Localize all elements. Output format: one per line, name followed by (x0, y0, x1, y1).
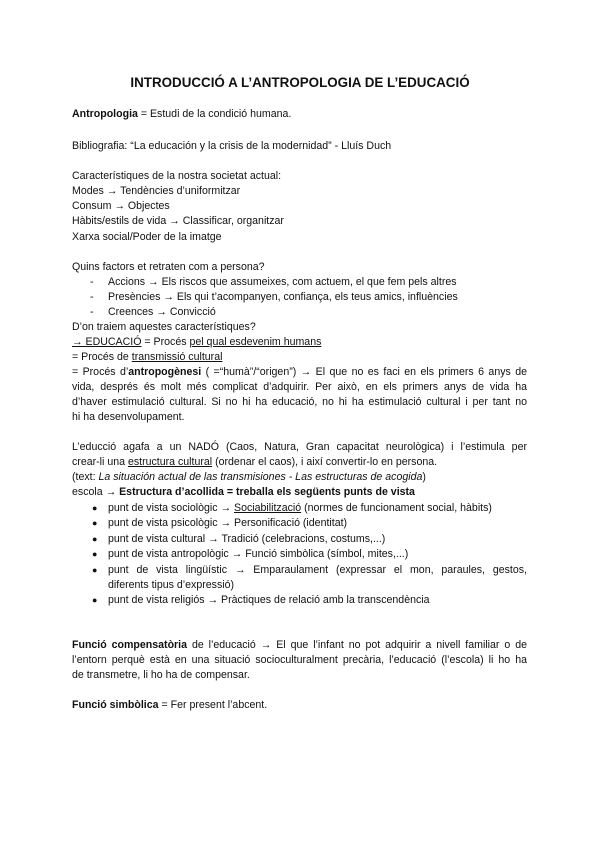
bullet-marker: ● (92, 534, 98, 544)
viewpoint-underlined: Sociabilització (234, 502, 302, 514)
bibliography-line: Bibliografia: “La educación y la crisis de la modernidad” - Lluís Duch (72, 140, 392, 152)
definition-text: = Estudi de la condició humana. (137, 108, 292, 120)
compensatoria-term: Funció compensatòria (72, 639, 188, 651)
viewpoint-text: punt de vista antropològic → Funció simbòlica (símbol, mites,...) (108, 548, 409, 560)
viewpoint-text: punt de vista religiós → Pràctiques de relació amb la transcendència (108, 594, 430, 606)
characteristic-item: Hàbits/estils de vida → Classificar, organitzar (72, 215, 284, 227)
viewpoint-text (108, 502, 492, 515)
education-line-2 (72, 351, 222, 364)
bullet-marker: ● (92, 518, 98, 528)
nado-line-2 (72, 456, 437, 469)
dash-marker: - (90, 276, 94, 288)
viewpoint-label: punt de vista sociològic → (108, 502, 235, 514)
education-line-1 (72, 336, 321, 349)
page-title: INTRODUCCIÓ A L’ANTROPOLOGIA DE L’EDUCACIÓ (130, 75, 470, 90)
simbolica-text: = Fer present l’abcent. (158, 699, 268, 711)
education-underlined: transmissió cultural (131, 351, 223, 363)
factor-text: Accions → Els riscos que assumeixes, com actuem, el que fem pels altres (108, 276, 457, 288)
compensatoria-line-3: de transmetre, li ho ha de compensar. (72, 669, 250, 681)
simbolica-term: Funció simbòlica (72, 699, 159, 711)
nado-line-1: L’educció agafa a un NADÓ (Caos, Natura, Gran capacitat neurològica) i l’estimula per (72, 441, 527, 453)
nado-line-4 (72, 486, 415, 499)
factor-text: Presències → Els qui t’acompanyen, confiança, els teus amics, influències (108, 291, 458, 303)
education-text: = Procés d’ (72, 366, 129, 378)
nado-bold: Estructura d’acollida = treballa els següents punts de vista (119, 486, 415, 498)
education-underlined: pel qual esdevenim humans (189, 336, 322, 348)
education-text: ( =“humà”/“origen”) → El que no es faci en els primers 6 anys de (201, 366, 527, 378)
education-line-4: vida, després és molt més complicat d’adquirir. Per això, en els primers anys de vida ha (72, 381, 527, 393)
dash-marker: - (90, 306, 94, 318)
nado-text: ) (422, 471, 426, 483)
characteristic-item: Modes → Tendències d’uniformitzar (72, 185, 241, 197)
viewpoint-text: punt de vista cultural → Tradició (celebracions, costums,...) (108, 533, 386, 545)
characteristic-item: Xarxa social/Poder de la imatge (72, 231, 222, 243)
compensatoria-line-2: l’entorn perquè està en una situació socioculturalment precària, l’educació (l’escola) li ho ha (72, 654, 527, 666)
viewpoint-text: punt de vista lingüístic → Emparaulament (expressar el mon, paraules, gestos, (108, 564, 527, 576)
definition-term: Antropologia (72, 108, 138, 120)
nado-text: escola → (72, 486, 120, 498)
education-text: = Procés (141, 336, 190, 348)
nado-text: crear-li una (72, 456, 128, 468)
education-heading: → EDUCACIÓ (72, 336, 142, 348)
factors-question-2: D’on traiem aquestes característiques? (72, 321, 256, 333)
education-line-3 (72, 366, 527, 379)
simbolica-line (72, 699, 267, 712)
education-bold: antropogènesi (128, 366, 202, 378)
viewpoint-text: punt de vista psicològic → Personificació (identitat) (108, 517, 348, 529)
bullet-marker: ● (92, 565, 98, 575)
compensatoria-text: de l’educació → El que l’infant no pot adquirir a nivell familiar o de (187, 639, 527, 651)
education-text: = Procés de (72, 351, 132, 363)
factors-question: Quins factors et retraten com a persona? (72, 261, 265, 273)
nado-italic: La situación actual de las transmisiones - Las estructuras de acogida (98, 471, 423, 483)
bullet-marker: ● (92, 549, 98, 559)
bullet-marker: ● (92, 503, 98, 513)
bullet-marker: ● (92, 595, 98, 605)
nado-underlined: estructura cultural (127, 456, 213, 468)
viewpoint-detail: (normes de funcionament social, hàbits) (301, 502, 492, 514)
nado-text: (ordenar el caos), i així convertir-lo en persona. (212, 456, 438, 468)
dash-marker: - (90, 291, 94, 303)
factor-text: Creences → Convicció (108, 306, 216, 318)
education-line-6: hi ha desenvolupament. (72, 411, 185, 423)
viewpoint-text: diferents tipus d’expressió) (108, 579, 235, 591)
compensatoria-line-1 (72, 639, 527, 652)
education-line-5: d’haver estimulació cultural. Si no hi ha educació, no hi ha estimulació cultural i per tant no (72, 396, 527, 408)
definition-line (72, 108, 291, 121)
characteristics-heading: Característiques de la nostra societat actual: (72, 170, 282, 182)
characteristic-item: Consum → Objectes (72, 200, 170, 212)
nado-line-3 (72, 471, 426, 484)
nado-text: (text: (72, 471, 99, 483)
